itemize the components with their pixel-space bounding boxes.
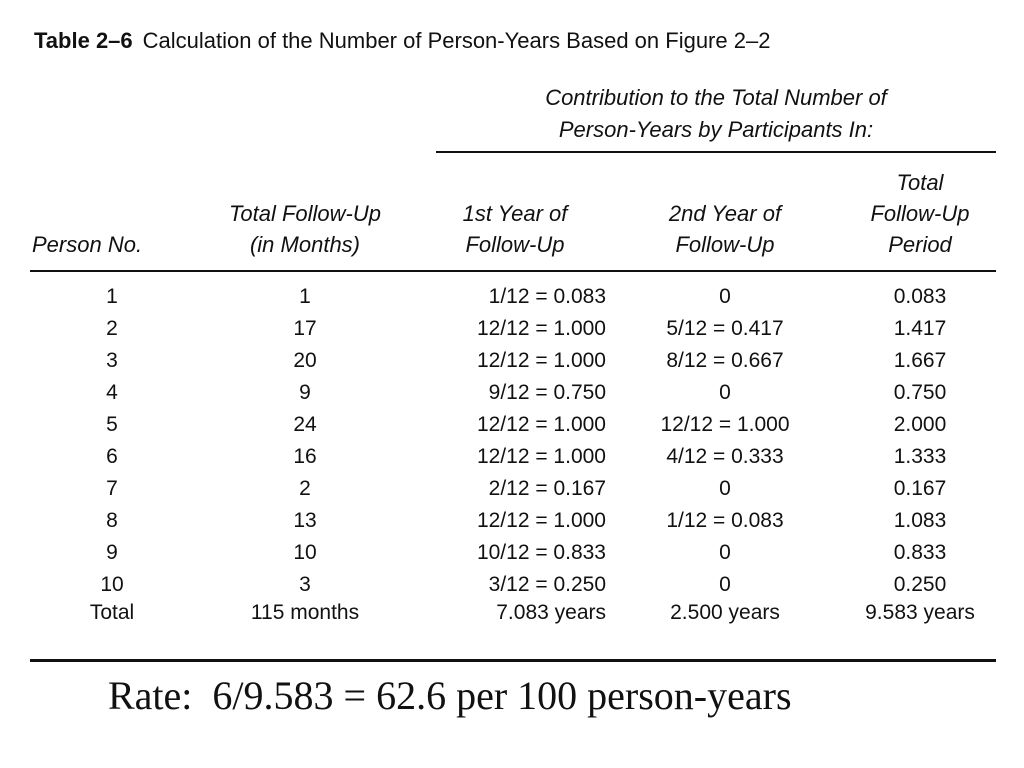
header-rule (30, 270, 996, 272)
cell-total-period: 0.750 (893, 381, 947, 404)
cell-second-year: 0 (719, 477, 731, 500)
cell-second-year: 0 (719, 573, 731, 596)
header-total-period-line-1: Total (896, 170, 944, 195)
cell-totals-first-year: 7.083 years (496, 601, 606, 624)
cell-person-no: 10 (100, 573, 124, 596)
cell-second-year: 0 (719, 381, 731, 404)
header-person-no-text: Person No. (32, 232, 143, 257)
cell-follow-up: 3 (299, 573, 311, 596)
header-first-year-line-1: 1st Year of (462, 201, 568, 226)
cell-follow-up: 9 (299, 381, 311, 404)
header-total-follow-up (190, 198, 420, 260)
cell-total-period: 0.083 (893, 285, 947, 308)
bottom-rule (30, 659, 996, 662)
header-total-period-line-3: Period (888, 232, 952, 257)
cell-first-year: 9/12 = 0.750 (488, 381, 606, 404)
cell-totals-second-year: 2.500 years (670, 601, 780, 624)
table-row (0, 377, 1024, 409)
cell-second-year: 0 (719, 541, 731, 564)
cell-follow-up: 20 (293, 349, 317, 372)
table-row (0, 281, 1024, 313)
cell-first-year: 12/12 = 1.000 (476, 349, 606, 372)
cell-follow-up: 10 (293, 541, 317, 564)
cell-follow-up: 13 (293, 509, 317, 532)
table-row (0, 537, 1024, 569)
cell-first-year: 2/12 = 0.167 (488, 477, 606, 500)
cell-person-no: 5 (106, 413, 118, 436)
header-second-year-line-2: Follow-Up (675, 232, 775, 257)
cell-first-year: 1/12 = 0.083 (488, 285, 606, 308)
cell-first-year: 12/12 = 1.000 (476, 317, 606, 340)
header-first-year-line-2: Follow-Up (465, 232, 565, 257)
table-row (0, 409, 1024, 441)
table-row (0, 505, 1024, 537)
cell-follow-up: 24 (293, 413, 317, 436)
cell-first-year: 3/12 = 0.250 (488, 573, 606, 596)
table-number: Table 2–6 (34, 28, 133, 53)
cell-total-period: 0.833 (893, 541, 947, 564)
cell-first-year: 12/12 = 1.000 (476, 413, 606, 436)
cell-person-no: 2 (106, 317, 118, 340)
cell-totals-total-period: 9.583 years (865, 601, 975, 624)
header-total-period (840, 167, 1000, 260)
table-row (0, 345, 1024, 377)
cell-person-no: 4 (106, 381, 118, 404)
header-total-follow-up-line-1: Total Follow-Up (228, 201, 382, 226)
header-first-year (410, 198, 620, 260)
cell-follow-up: 17 (293, 317, 317, 340)
table-title: Calculation of the Number of Person-Years Based on Figure 2–2 (142, 28, 771, 53)
table-row (0, 473, 1024, 505)
cell-total-period: 1.667 (893, 349, 947, 372)
cell-first-year: 12/12 = 1.000 (476, 445, 606, 468)
cell-follow-up: 16 (293, 445, 317, 468)
cell-first-year: 12/12 = 1.000 (476, 509, 606, 532)
cell-second-year: 0 (719, 285, 731, 308)
cell-total-period: 2.000 (893, 413, 947, 436)
cell-person-no: 3 (106, 349, 118, 372)
cell-follow-up: 1 (299, 285, 311, 308)
cell-second-year: 8/12 = 0.667 (666, 349, 784, 372)
header-second-year-line-1: 2nd Year of (668, 201, 782, 226)
table-row (0, 313, 1024, 345)
cell-totals-label: Total (89, 601, 135, 624)
cell-second-year: 4/12 = 0.333 (666, 445, 784, 468)
cell-first-year: 10/12 = 0.833 (476, 541, 606, 564)
header-second-year (620, 198, 830, 260)
cell-person-no: 7 (106, 477, 118, 500)
rate-formula: Rate: 6/9.583 = 62.6 per 100 person-years (108, 673, 792, 718)
column-group-header-line-2: Person-Years by Participants In: (558, 117, 874, 142)
header-person-no (32, 229, 142, 260)
cell-total-period: 0.167 (893, 477, 947, 500)
header-total-follow-up-line-2: (in Months) (249, 232, 361, 257)
column-group-rule (436, 151, 996, 153)
cell-total-period: 0.250 (893, 573, 947, 596)
cell-person-no: 8 (106, 509, 118, 532)
cell-person-no: 1 (106, 285, 118, 308)
cell-second-year: 5/12 = 0.417 (666, 317, 784, 340)
table-row (0, 441, 1024, 473)
totals-row (0, 601, 1024, 633)
cell-totals-follow-up: 115 months (250, 601, 360, 624)
cell-person-no: 6 (106, 445, 118, 468)
cell-person-no: 9 (106, 541, 118, 564)
cell-total-period: 1.083 (893, 509, 947, 532)
column-group-header-line-1: Contribution to the Total Number of (545, 85, 887, 110)
table-body (0, 281, 1024, 633)
cell-second-year: 12/12 = 1.000 (660, 413, 790, 436)
column-group-header (436, 82, 996, 146)
cell-total-period: 1.333 (893, 445, 947, 468)
table-caption (34, 28, 770, 54)
cell-follow-up: 2 (299, 477, 311, 500)
cell-second-year: 1/12 = 0.083 (666, 509, 784, 532)
cell-total-period: 1.417 (893, 317, 947, 340)
header-total-period-line-2: Follow-Up (870, 201, 970, 226)
